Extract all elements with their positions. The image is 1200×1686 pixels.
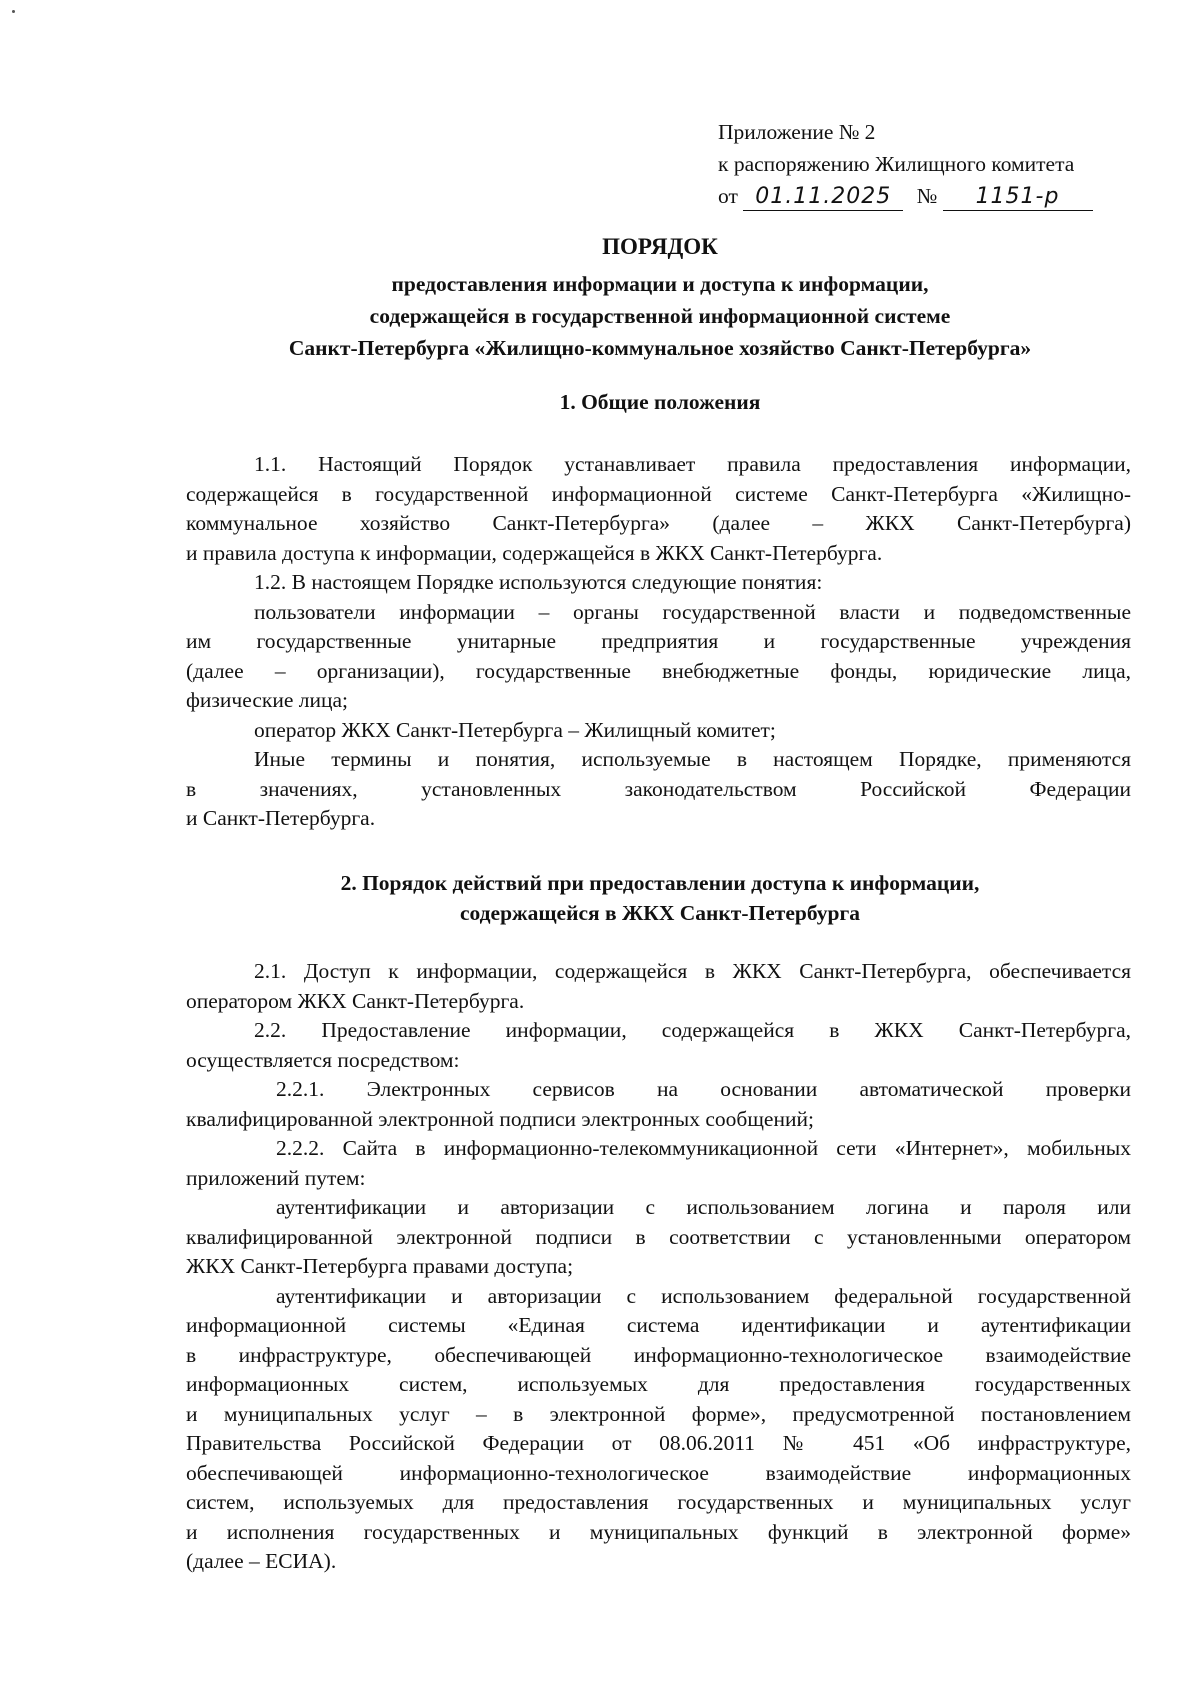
text-line: осуществляется посредством: bbox=[186, 1047, 460, 1072]
annex-reference: к распоряжению Жилищного комитета bbox=[718, 152, 1075, 176]
handwritten-number: 1151-р bbox=[943, 184, 1093, 211]
text-line: (далее – ЕСИА). bbox=[186, 1549, 337, 1573]
section-2-body bbox=[186, 957, 1131, 1577]
text-line: систем, используемых для предоставления государственных и муниципальных услуг bbox=[186, 1490, 1131, 1514]
text-line: информационных систем, используемых для предоставления государственных bbox=[186, 1372, 1131, 1396]
text-line: оператором ЖКХ Санкт-Петербурга. bbox=[186, 988, 525, 1013]
text-line: им государственные унитарные предприятия и государственные учреждения bbox=[186, 629, 1131, 653]
text-line: аутентификации и авторизации с использованием логина и пароля или bbox=[276, 1195, 1131, 1219]
text-line: физические лица; bbox=[186, 688, 348, 712]
text-line: квалифицированной электронной подписи электронных сообщений; bbox=[186, 1106, 814, 1131]
text-line: ЖКХ Санкт-Петербурга правами доступа; bbox=[186, 1254, 574, 1278]
text-line: 2.2. Предоставление информации, содержащейся в ЖКХ Санкт-Петербурга, bbox=[254, 1018, 1131, 1042]
text-line: и правила доступа к информации, содержащейся в ЖКХ Санкт-Петербурга. bbox=[186, 540, 883, 565]
title-line-2: содержащейся в государственной информационной системе bbox=[369, 304, 951, 328]
annex-number: Приложение № 2 bbox=[718, 120, 876, 144]
text-line: в инфраструктуре, обеспечивающей информационно-технологическое взаимодействие bbox=[186, 1342, 1131, 1367]
text-line: Правительства Российской Федерации от 08.06.2011 № 451 «Об инфраструктуре, bbox=[186, 1431, 1131, 1455]
text-line: информационной системы «Единая система идентификации и аутентификации bbox=[186, 1313, 1131, 1337]
annex-header bbox=[718, 116, 1138, 212]
text-line: коммунальное хозяйство Санкт-Петербурга» (далее – ЖКХ Санкт-Петербурга) bbox=[186, 511, 1131, 535]
title-line-3: Санкт-Петербурга «Жилищно-коммунальное хозяйство Санкт-Петербурга» bbox=[288, 336, 1032, 360]
text-line: Иные термины и понятия, используемые в настоящем Порядке, применяются bbox=[254, 747, 1131, 771]
section-2-heading-line-2: содержащейся в ЖКХ Санкт-Петербурга bbox=[459, 901, 860, 925]
text-line: 1.2. В настоящем Порядке используются следующие понятия: bbox=[254, 570, 823, 594]
text-line: приложений путем: bbox=[186, 1165, 366, 1190]
text-line: в значениях, установленных законодательством Российской Федерации bbox=[186, 776, 1131, 801]
text-line: и исполнения государственных и муниципальных функций в электронной форме» bbox=[186, 1519, 1131, 1544]
text-line: 2.1. Доступ к информации, содержащейся в ЖКХ Санкт-Петербурга, обеспечивается bbox=[254, 959, 1131, 983]
text-line: и муниципальных услуг – в электронной форме», предусмотренной постановлением bbox=[186, 1401, 1131, 1426]
scan-speck bbox=[12, 10, 15, 13]
text-line: и Санкт-Петербурга. bbox=[186, 806, 376, 830]
number-prefix: № bbox=[916, 184, 938, 208]
text-line: пользователи информации – органы государственной власти и подведомственные bbox=[254, 599, 1131, 624]
text-line: 1.1. Настоящий Порядок устанавливает правила предоставления информации, bbox=[254, 452, 1131, 476]
text-line: 2.2.1. Электронных сервисов на основании автоматической проверки bbox=[276, 1077, 1131, 1101]
text-line: (далее – организации), государственные внебюджетные фонды, юридические лица, bbox=[186, 658, 1131, 683]
text-line: 2.2.2. Сайта в информационно-телекоммуникационной сети «Интернет», мобильных bbox=[276, 1136, 1131, 1160]
section-1-heading: 1. Общие положения bbox=[559, 390, 761, 414]
title-line-1: предоставления информации и доступа к информации, bbox=[391, 272, 929, 296]
text-line: аутентификации и авторизации с использованием федеральной государственной bbox=[276, 1283, 1131, 1308]
section-2-heading-line-1: 2. Порядок действий при предоставлении доступа к информации, bbox=[340, 871, 980, 895]
handwritten-date: 01.11.2025 bbox=[743, 184, 903, 211]
text-line: содержащейся в государственной информационной системе Санкт-Петербурга «Жилищно- bbox=[186, 481, 1131, 506]
text-line: обеспечивающей информационно-технологическое взаимодействие информационных bbox=[186, 1460, 1131, 1485]
annex-date-line bbox=[718, 180, 1138, 212]
document-title: ПОРЯДОК bbox=[602, 234, 718, 259]
text-line: квалифицированной электронной подписи в соответствии с установленными оператором bbox=[186, 1224, 1131, 1249]
text-line: оператор ЖКХ Санкт-Петербурга – Жилищный комитет; bbox=[254, 717, 776, 742]
date-prefix: от bbox=[718, 184, 738, 208]
section-1-body bbox=[186, 450, 1131, 834]
